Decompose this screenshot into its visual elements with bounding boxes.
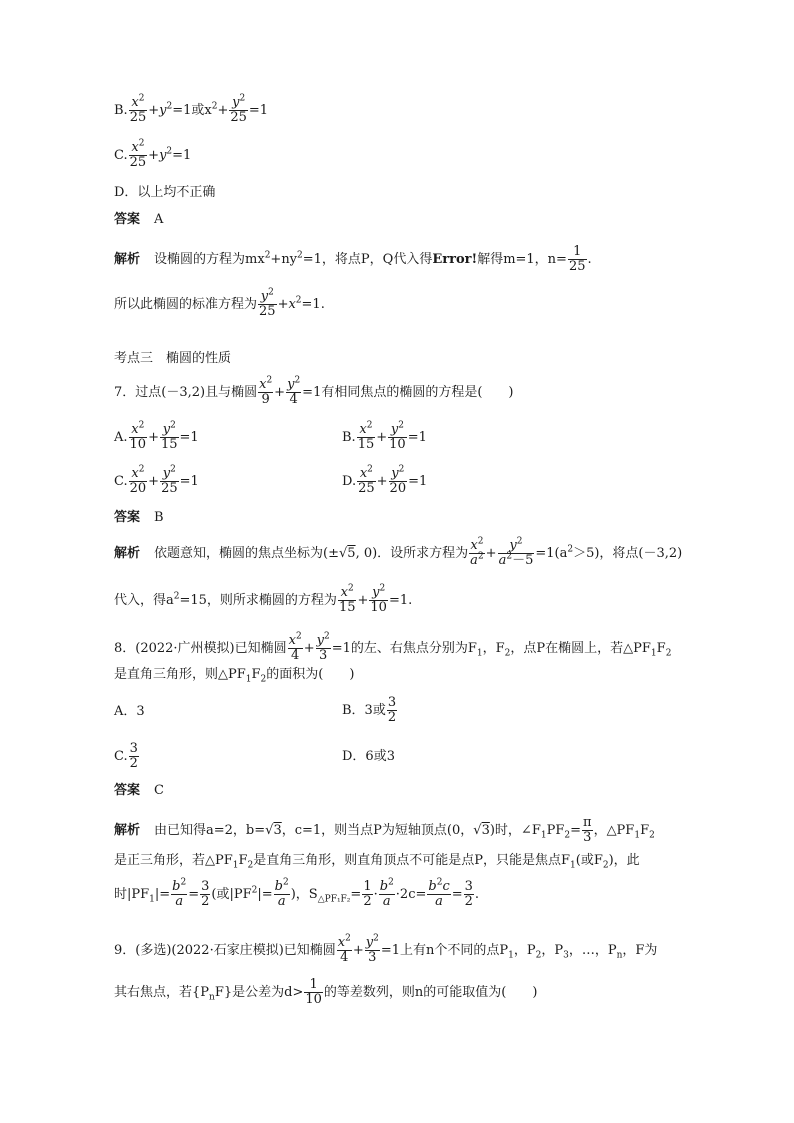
- radicand: 3: [273, 823, 282, 838]
- denominator: 2: [201, 894, 210, 909]
- fraction: $\frac{y^2}{a^2-5}$: [498, 536, 534, 568]
- fraction: [129, 742, 139, 771]
- numerator: y: [287, 377, 295, 392]
- text: (或F: [575, 853, 603, 868]
- denominator: a: [382, 894, 391, 909]
- term: +: [217, 103, 229, 118]
- answer-value: B: [154, 510, 164, 525]
- denominator: 4: [291, 648, 300, 663]
- fraction: $\frac{y^2}{10}$: [389, 420, 406, 452]
- numerator: x: [259, 377, 267, 392]
- text: ，P: [541, 943, 564, 958]
- text: |=: [257, 887, 273, 902]
- section-title: 考点三 椭圆的性质: [114, 351, 232, 366]
- q8-solution-line1: 解析 由已知得a=2，b=√3，c=1，则当点P为短轴顶点(0，√3)时，$\angle F_1PF_2=$ $\frac{\pi}{3}$ ，$\triangle PF_1F_2$: [114, 815, 655, 845]
- denominator: 10: [305, 992, 322, 1007]
- error-text: Error!: [432, 252, 478, 267]
- text: 8．(2022·广州模拟)已知椭圆: [114, 641, 287, 656]
- text: =1有相同焦点的椭圆的方程是( ): [302, 385, 514, 400]
- fraction: $\frac{x^2}{4}$: [337, 933, 351, 965]
- numerator: 3: [201, 879, 210, 894]
- fraction: $\frac{b^2}{a}$: [274, 877, 289, 909]
- numerator: y: [260, 289, 269, 304]
- solution-label: 解析: [114, 823, 141, 838]
- term: =1: [172, 148, 192, 163]
- numerator: x: [337, 935, 346, 950]
- text: =: [350, 887, 362, 902]
- numerator: y: [372, 585, 380, 600]
- denominator: a: [470, 553, 478, 568]
- fraction: $\frac{x^2}{15}$: [338, 583, 356, 615]
- q6-option-b[interactable]: B. $\frac{x^2}{25}$ $+y^2=1$或$x^2+$ $\frac{y^2}{25}$ =1: [114, 93, 269, 125]
- fraction: $\frac{b^2c}{a}$: [428, 877, 450, 909]
- numerator: x: [131, 422, 139, 437]
- text: 依题意知，椭圆的焦点坐标为(±: [154, 546, 339, 561]
- text: |=: [154, 887, 171, 902]
- text: 的面积为( ): [266, 667, 355, 682]
- q8-stem-line1: 8．(2022·广州模拟)已知椭圆 $\frac{x^2}{4}$ + $\frac{y^2}{3}$ =1的左、右焦点分别为$F_1$，$F_2$，点P在椭圆上，若$\triangle PF_1F_2$: [114, 631, 672, 663]
- denominator: 15: [338, 600, 356, 615]
- option-label: C.: [114, 148, 128, 163]
- text: .: [587, 252, 592, 267]
- text: ，…，P: [568, 943, 617, 958]
- text: )，S: [290, 887, 318, 902]
- q8-answer: [114, 782, 164, 800]
- text: 7．过点(－3,2)且与椭圆: [114, 385, 258, 400]
- text: (或|PF: [211, 887, 252, 902]
- denominator: 3: [368, 950, 377, 965]
- text: =1，将点P，Q代入得: [302, 252, 433, 267]
- fraction: $\frac{x^2}{10}$: [129, 420, 147, 452]
- numerator: y: [232, 95, 240, 110]
- numerator: 3: [464, 879, 473, 894]
- text: F: [656, 641, 666, 656]
- fraction: [362, 880, 372, 909]
- numerator: b: [274, 879, 283, 894]
- fraction: [464, 880, 474, 909]
- text: ，F: [482, 641, 505, 656]
- fraction: $\frac{x^2}{4}$: [288, 631, 302, 663]
- q7-solution-line1: 解析 依题意知，椭圆的焦点坐标为(±√5, 0)．设所求方程为 $\frac{x^2}{a^2}$ + $\frac{y^2}{a^2-5}$ $=1(a^2>5)$，将点(－3,2): [114, 536, 683, 568]
- fraction: $\frac{x^2}{20}$: [129, 464, 147, 496]
- text: =: [570, 823, 582, 838]
- text: =1: [179, 430, 199, 445]
- fraction: $\frac{y^2}{15}$: [160, 420, 178, 452]
- q7-option-d[interactable]: D. $\frac{x^2}{25}$ + $\frac{y^2}{20}$ =1: [342, 464, 428, 496]
- numerator: y: [391, 466, 399, 481]
- fraction: $\frac{b^2}{a}$: [379, 877, 394, 909]
- option-label: B.: [114, 103, 128, 118]
- denominator: 25: [129, 155, 147, 170]
- text: =1(a: [535, 546, 568, 561]
- q6-solution-line1: 解析 设椭圆的方程为$mx^2+ny^2=1$，将点P，Q代入得Error!解得m=1，n= $\frac{1}{25}$ .: [114, 244, 592, 274]
- section-heading: [114, 350, 231, 368]
- solution-label: 解析: [114, 546, 141, 561]
- denominator-rest: －5: [512, 553, 534, 568]
- numerator: x: [359, 466, 368, 481]
- text: 是直角三角形，则直角顶点不可能是点P，只能是焦点F: [253, 853, 571, 868]
- option-label: D.: [342, 474, 357, 489]
- text: ·: [373, 887, 378, 902]
- q7-solution-line2: 代入，得$a^2=15$，则所求椭圆的方程为 $\frac{x^2}{15}$ + $\frac{y^2}{10}$ =1.: [114, 583, 413, 615]
- numerator: 1: [363, 879, 372, 894]
- fraction: $\frac{b^2}{a}$: [172, 877, 187, 909]
- option-text: D．以上均不正确: [114, 185, 216, 200]
- denominator: a: [498, 553, 507, 568]
- text: =1.: [301, 297, 325, 312]
- fraction: [304, 978, 323, 1007]
- denominator: 25: [129, 110, 147, 125]
- q7-option-c[interactable]: C. $\frac{x^2}{20}$ + $\frac{y^2}{25}$ =1: [114, 464, 199, 496]
- fraction: $\frac{y^2}{3}$: [316, 631, 330, 663]
- numerator: b: [172, 879, 181, 894]
- numerator: x: [340, 585, 349, 600]
- text: 设椭圆的方程为mx: [154, 252, 265, 267]
- denominator: a: [175, 894, 184, 909]
- text: 时|PF: [114, 887, 150, 902]
- text: ，点P在椭圆上，若△PF: [510, 641, 651, 656]
- denominator: 25: [568, 259, 586, 274]
- fraction: $\frac{y^2}{25}$: [230, 93, 247, 125]
- text: +: [274, 385, 286, 400]
- text: F: [251, 667, 261, 682]
- answer-value: A: [154, 212, 164, 227]
- text: =1: [407, 430, 427, 445]
- denominator: 9: [261, 392, 270, 407]
- option-label: A.: [114, 430, 128, 445]
- denominator: 4: [289, 392, 298, 407]
- numerator: x: [288, 633, 296, 648]
- q8-stem-line2: 是直角三角形，则$\triangle PF_1F_2$的面积为( ): [114, 667, 355, 685]
- q6-option-c[interactable]: C. $\frac{x^2}{25}$ $+y^2=1$: [114, 138, 192, 170]
- fraction: [387, 696, 397, 725]
- fraction: [582, 816, 593, 845]
- fraction: [200, 880, 210, 909]
- numerator: y: [509, 538, 517, 553]
- q8-solution-line3: 时$|PF_1|=$ $\frac{b^2}{a}=$ $\frac{3}{2}$ (或$|PF^2|=$ $\frac{b^2}{a}$)，$S_{\triangle PF_1F_2}=$ $\frac{1}{2}$ · $\frac{b^2}{a}\cdot 2c=$ $\frac{b^2c}{a}=$ $\frac{3}{2}$ .: [114, 877, 480, 909]
- option-text: A．3: [114, 704, 145, 719]
- solution-label: 解析: [114, 252, 141, 267]
- numerator: y: [316, 633, 324, 648]
- option-label: C.: [114, 749, 128, 764]
- answer-label: 答案: [114, 212, 141, 227]
- denominator: 2: [387, 710, 397, 725]
- fraction: $\frac{x^2}{25}$: [129, 138, 147, 170]
- fraction: [568, 245, 587, 274]
- radicand: 5: [347, 546, 356, 561]
- text: ，P: [513, 943, 536, 958]
- text: F: [238, 853, 248, 868]
- denominator: 25: [230, 110, 247, 125]
- term: +y: [148, 148, 167, 163]
- q8-option-a[interactable]: [114, 703, 145, 721]
- numerator: 1: [304, 978, 323, 993]
- denominator: 20: [389, 481, 407, 496]
- fraction: $\frac{y^2}{4}$: [287, 375, 301, 407]
- text: PF: [546, 823, 565, 838]
- option-label: B.: [342, 430, 356, 445]
- q7-stem: [114, 375, 514, 407]
- q6-option-d[interactable]: [114, 184, 215, 202]
- text: 解得m=1，n=: [477, 252, 567, 267]
- text: 所以此椭圆的标准方程为: [114, 297, 258, 312]
- numerator: b: [379, 879, 389, 894]
- q9-stem-line2: 其右焦点，若$\{P_nF\}$是公差为d> $\frac{1}{10}$ 的等差数列，则n的可能取值为( ): [114, 977, 538, 1007]
- numerator: 1: [568, 245, 587, 260]
- text: 由已知得a=2，b=: [154, 823, 266, 838]
- q8-option-c[interactable]: [114, 742, 140, 771]
- denominator: 2: [363, 894, 372, 909]
- option-label: C.: [114, 474, 128, 489]
- text: ·2c=: [395, 887, 427, 902]
- q6-solution-line2: 所以此椭圆的标准方程为 $\frac{y^2}{25}$ $+x^2=1$.: [114, 287, 325, 319]
- text: , 0)．设所求方程为: [355, 546, 469, 561]
- q8-option-d[interactable]: [342, 748, 395, 766]
- text: )时，∠F: [489, 823, 541, 838]
- denominator: 25: [161, 481, 178, 496]
- denominator: 20: [129, 481, 147, 496]
- fraction: $\frac{y^2}{25}$: [161, 464, 178, 496]
- text: =1.: [388, 593, 413, 608]
- fraction: $\frac{x^2}{25}$: [358, 464, 375, 496]
- fraction: $\frac{y^2}{20}$: [389, 464, 407, 496]
- subscript: △PF₁F₂: [317, 894, 351, 905]
- denominator: a: [435, 894, 443, 909]
- option-text: B．3或: [342, 703, 386, 718]
- numerator: π: [583, 815, 592, 830]
- numerator: x: [359, 422, 367, 437]
- numerator: y: [365, 935, 374, 950]
- denominator: 2: [464, 894, 473, 909]
- text: ，c=1，则当点P为短轴顶点(0，: [281, 823, 474, 838]
- denominator: 4: [340, 950, 349, 965]
- text: ，F为: [622, 943, 658, 958]
- q6-answer: [114, 211, 163, 229]
- denominator: 10: [389, 437, 406, 452]
- text: =1: [179, 474, 199, 489]
- q7-answer: [114, 509, 164, 527]
- text: )，此: [608, 853, 640, 868]
- text: 9．(多选)(2022·石家庄模拟)已知椭圆: [114, 943, 336, 958]
- text: +x: [277, 297, 296, 312]
- numerator: x: [131, 466, 139, 481]
- fraction: $\frac{x^2}{a^2}$: [470, 536, 484, 568]
- denominator: 10: [129, 437, 147, 452]
- text: 代入，得a: [114, 593, 174, 608]
- term: =1: [248, 103, 269, 118]
- denominator: 3: [319, 648, 328, 663]
- denominator: 10: [370, 600, 387, 615]
- denominator: a: [277, 894, 286, 909]
- text: 是正三角形，若△PF: [114, 853, 233, 868]
- text: =: [451, 887, 463, 902]
- term: =1或x: [172, 103, 212, 118]
- text: =: [188, 887, 200, 902]
- numerator-rest: c: [442, 879, 450, 894]
- text: ＞5)，将点(－3,2): [573, 546, 683, 561]
- denominator: 25: [259, 304, 276, 319]
- fraction: $\frac{x^2}{25}$: [129, 93, 147, 125]
- text: 其右焦点，若{P: [114, 985, 210, 1000]
- answer-label: 答案: [114, 510, 141, 525]
- numerator: b: [428, 879, 437, 894]
- text: F: [640, 823, 650, 838]
- text: +ny: [270, 252, 298, 267]
- text: F}是公差为d>: [214, 985, 304, 1000]
- denominator: 15: [160, 437, 178, 452]
- answer-value: C: [154, 783, 164, 798]
- text: 是直角三角形，则△PF: [114, 667, 246, 682]
- text: =1的左、右焦点分别为F: [331, 641, 477, 656]
- numerator: x: [131, 140, 139, 155]
- q7-option-b[interactable]: B. $\frac{x^2}{15}$ + $\frac{y^2}{10}$ =1: [342, 420, 427, 452]
- text: =1: [408, 474, 428, 489]
- text: 的等差数列，则n的可能取值为( ): [323, 985, 538, 1000]
- denominator: 2: [129, 756, 138, 771]
- denominator: 3: [583, 830, 592, 845]
- term: +y: [148, 103, 167, 118]
- q8-option-b[interactable]: [342, 696, 398, 725]
- numerator: 3: [129, 741, 138, 756]
- text: =1上有n个不同的点P: [380, 943, 509, 958]
- radicand: 3: [481, 823, 490, 838]
- denominator: 15: [357, 437, 375, 452]
- q9-stem-line1: 9．(多选)(2022·石家庄模拟)已知椭圆 $\frac{x^2}{4}$ + $\frac{y^2}{3}$ =1上有n个不同的点$P_1$，$P_2$，$P_3$，…，$P_n$，F为: [114, 933, 658, 965]
- text: .: [474, 887, 480, 902]
- q7-option-a[interactable]: A. $\frac{x^2}{10}$ + $\frac{y^2}{15}$ =1: [114, 420, 199, 452]
- text: ，△PF: [593, 823, 635, 838]
- option-text: D．6或3: [342, 749, 395, 764]
- numerator: y: [162, 466, 171, 481]
- denominator: 25: [358, 481, 375, 496]
- fraction: $\frac{y^2}{3}$: [365, 933, 379, 965]
- fraction: $\frac{x^2}{9}$: [259, 375, 273, 407]
- q8-solution-line2: 是正三角形，若$\triangle PF_1F_2$是直角三角形，则直角顶点不可能是点P，只能是焦点$F_1$(或$F_2$)，此: [114, 853, 640, 871]
- numerator: y: [390, 422, 399, 437]
- numerator: y: [162, 422, 171, 437]
- answer-label: 答案: [114, 783, 141, 798]
- numerator: x: [470, 538, 478, 553]
- fraction: $\frac{x^2}{15}$: [357, 420, 375, 452]
- numerator: 3: [387, 695, 397, 710]
- text: =15，则所求椭圆的方程为: [179, 593, 337, 608]
- fraction: $\frac{y^2}{10}$: [370, 583, 387, 615]
- fraction: $\frac{y^2}{25}$: [259, 287, 276, 319]
- numerator: x: [131, 95, 139, 110]
